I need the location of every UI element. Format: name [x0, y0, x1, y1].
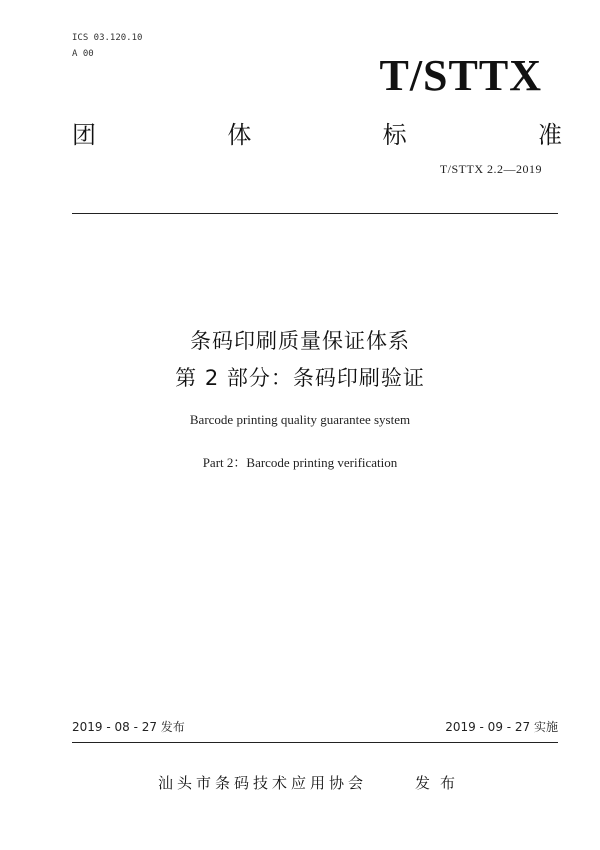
- standard-logo: T/STTX: [379, 51, 542, 100]
- standard-type-char: 体: [227, 121, 252, 149]
- issue-label: 发布: [415, 774, 466, 792]
- title-en-line2: Part 2：Barcode printing verification: [202, 455, 398, 470]
- ccs-code: A 00: [72, 49, 94, 59]
- standard-type-char: 团: [72, 121, 96, 149]
- classification-codes: [72, 30, 142, 62]
- bottom-divider: [72, 742, 558, 743]
- standard-number: T/STTX 2.2—2019: [439, 162, 542, 176]
- top-divider: [72, 213, 558, 214]
- issuer-name: 汕头市条码技术应用协会: [158, 774, 368, 792]
- ics-code: ICS 03.120.10: [72, 33, 143, 43]
- title-cn-line1: 条码印刷质量保证体系: [190, 329, 410, 353]
- standard-type-char: 标: [382, 121, 407, 149]
- standard-type: [72, 115, 562, 150]
- standard-type-char: 准: [537, 121, 562, 149]
- title-cn-line2: 第 2 部分：条码印刷验证: [175, 366, 425, 390]
- title-en-line1: Barcode printing quality guarantee system: [189, 412, 411, 427]
- implement-date: 2019 - 09 - 27 实施: [445, 720, 558, 734]
- publish-date: 2019 - 08 - 27 发布: [72, 720, 185, 734]
